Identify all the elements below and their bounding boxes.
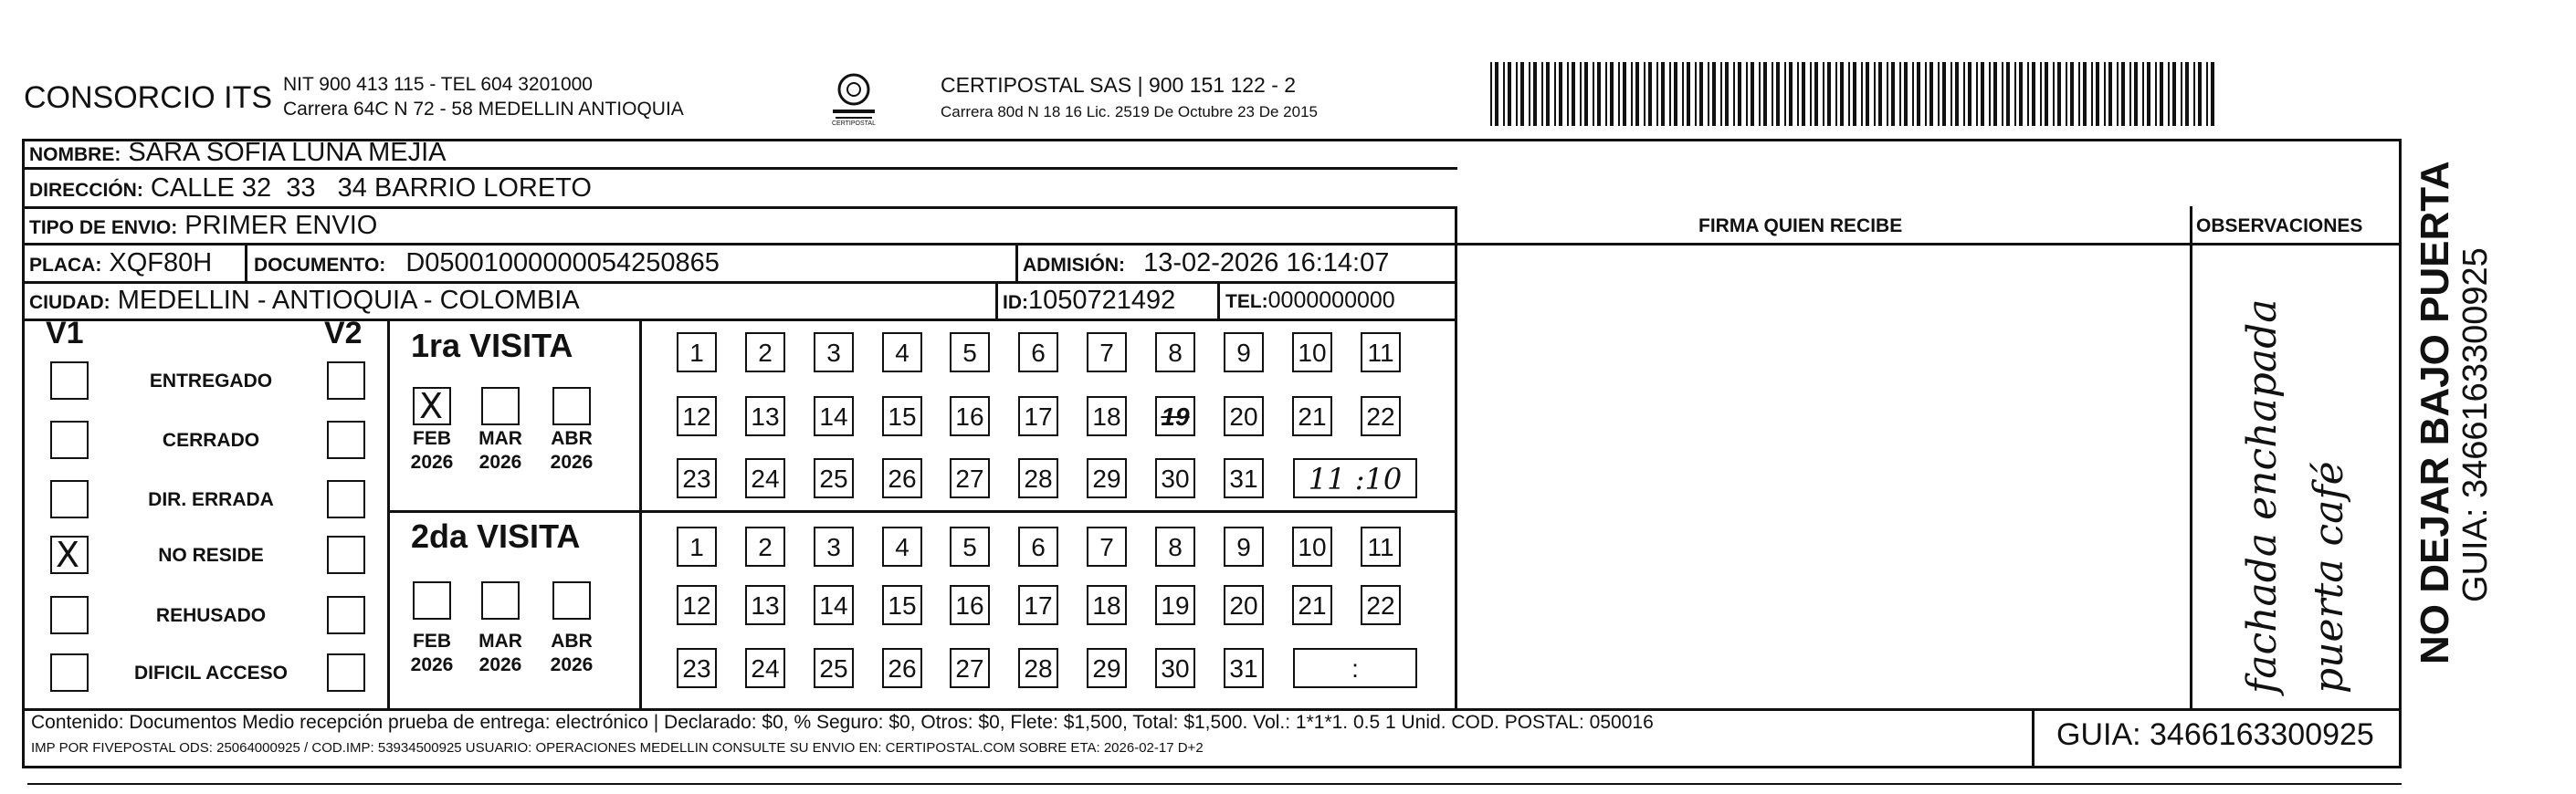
barcode-bar (1759, 62, 1761, 126)
tel-row (1225, 287, 1395, 314)
barcode-bar (2091, 62, 2093, 126)
barcode-bar (1746, 62, 1748, 126)
certipostal-line: CERTIPOSTAL SAS | 900 151 122 - 2 (941, 73, 1297, 97)
month-year: 2026 (550, 654, 594, 675)
day-box[interactable]: 6 (1018, 527, 1058, 567)
barcode-bar (2181, 62, 2182, 126)
barcode-bar (1529, 62, 1530, 126)
day-box[interactable]: 4 (882, 527, 922, 567)
placa-label: PLACA: (29, 255, 102, 276)
barcode-bar (2045, 62, 2048, 126)
documento-label: DOCUMENTO: (254, 255, 386, 276)
barcode-bar (1899, 62, 1901, 126)
barcode-bar (2168, 62, 2170, 126)
waybill-frame (22, 139, 2402, 768)
status-v1-checkbox[interactable] (50, 480, 89, 518)
certipostal-logo-text: CERTIPOSTAL (832, 120, 876, 127)
status-label: DIR. ERRADA (148, 489, 274, 510)
day-box[interactable]: 8 (1155, 332, 1195, 372)
barcode-bar (2155, 62, 2157, 126)
barcode-bar (1516, 62, 1518, 126)
direccion-row (29, 173, 592, 204)
day-box[interactable]: 31 (1224, 648, 1264, 688)
v2-header: V2 (324, 316, 363, 350)
barcode-bar (1887, 62, 1888, 126)
day-box[interactable]: 30 (1155, 648, 1195, 688)
day-box[interactable]: 24 (745, 458, 785, 498)
barcode-bar (1823, 62, 1824, 126)
day-box[interactable]: 4 (882, 332, 922, 372)
tipo-envio-value: PRIMER ENVIO (184, 211, 378, 240)
day-box[interactable]: 12 (677, 585, 717, 625)
barcode-bar (1520, 62, 1524, 126)
firma-header: FIRMA QUIEN RECIBE (1698, 215, 1903, 236)
barcode-bar (1738, 62, 1741, 126)
admision-label: ADMISIÓN: (1023, 255, 1125, 276)
day-box[interactable]: 25 (814, 648, 854, 688)
barcode-bar (1567, 62, 1569, 126)
day-box[interactable]: 1 (677, 527, 717, 567)
day-box[interactable]: 3 (814, 332, 854, 372)
barcode-bar (1989, 62, 1991, 126)
barcode-bar (1554, 62, 1556, 126)
barcode-bar (1976, 62, 1978, 126)
barcode-bar (1802, 62, 1805, 126)
month-year: 2026 (478, 452, 522, 473)
barcode-bar (1572, 62, 1575, 126)
barcode-bar (2142, 62, 2144, 126)
company-nit: NIT 900 413 115 - TEL 604 3201000 (283, 74, 593, 95)
barcode-bar (1784, 62, 1786, 126)
barcode-bar (1733, 62, 1735, 126)
barcode-bar (1751, 62, 1754, 126)
barcode-bar (1605, 62, 1607, 126)
day-box[interactable]: 19 (1155, 585, 1195, 625)
month-checkbox[interactable] (552, 387, 591, 425)
day-box[interactable]: 13 (745, 585, 785, 625)
barcode-bar (2117, 62, 2119, 126)
certipostal-address: Carrera 80d N 18 16 Lic. 2519 De Octubre 23 De 2015 (941, 103, 1318, 120)
barcode (1490, 62, 2221, 126)
barcode-bar (1495, 62, 1498, 126)
barcode-bar (1699, 62, 1703, 126)
barcode-bar (1942, 62, 1946, 126)
day-box[interactable]: 29 (1087, 458, 1127, 498)
admision-row (1023, 248, 1389, 278)
status-v1-checkbox[interactable] (50, 596, 89, 634)
status-v1-checkbox[interactable] (50, 361, 89, 400)
barcode-bar (1814, 62, 1818, 126)
barcode-bar (1508, 62, 1511, 126)
barcode-bar (1763, 62, 1767, 126)
month-year: 2026 (478, 654, 522, 675)
barcode-bar (1635, 62, 1639, 126)
status-v2-checkbox[interactable] (327, 421, 365, 459)
day-box[interactable]: 2 (745, 527, 785, 567)
day-box[interactable]: 3 (814, 527, 854, 567)
day-box[interactable]: 11 (1361, 332, 1401, 372)
month-label: MAR (478, 631, 522, 652)
admision-value: 13-02-2026 16:14:07 (1143, 248, 1390, 277)
day-box[interactable]: 22 (1361, 396, 1401, 436)
day-box[interactable]: 27 (950, 648, 990, 688)
day-box[interactable]: 23 (677, 648, 717, 688)
status-v2-checkbox[interactable] (327, 480, 365, 518)
day-box[interactable]: 30 (1155, 458, 1195, 498)
barcode-bar (1878, 62, 1882, 126)
day-box[interactable]: 17 (1018, 585, 1058, 625)
documento-value: D05001000000054250865 (405, 248, 720, 277)
barcode-bar (2083, 62, 2087, 126)
barcode-bar (1597, 62, 1601, 126)
barcode-bar (2078, 62, 2080, 126)
barcode-bar (2121, 62, 2125, 126)
day-box[interactable]: 8 (1155, 527, 1195, 567)
barcode-bar (1789, 62, 1793, 126)
barcode-bar (2193, 62, 2195, 126)
barcode-bar (1776, 62, 1780, 126)
barcode-bar (2198, 62, 2202, 126)
day-box[interactable]: 20 (1224, 396, 1264, 436)
day-box[interactable]: 29 (1087, 648, 1127, 688)
observaciones-handwriting-2: puerta café (2306, 461, 2352, 694)
day-box[interactable]: 26 (882, 458, 922, 498)
footer-imp: IMP POR FIVEPOSTAL ODS: 25064000925 / COD.IMP: 53934500925 USUARIO: OPERACIONES MEDELLIN CONSULTE SU ENVIO EN: CERTIPOSTAL.COM SOBRE ETA: 2026-02-17 D+2 (31, 740, 1204, 756)
day-box[interactable]: 12 (677, 396, 717, 436)
day-box[interactable]: 16 (950, 396, 990, 436)
tipo-envio-row (29, 211, 377, 241)
day-box[interactable]: 1 (677, 332, 717, 372)
month-checkbox[interactable] (413, 581, 451, 620)
status-label: REHUSADO (155, 605, 267, 626)
id-row (1003, 286, 1175, 316)
day-box[interactable]: 10 (1292, 527, 1332, 567)
barcode-bar (1968, 62, 1971, 126)
day-box[interactable]: 20 (1224, 585, 1264, 625)
barcode-bar (1929, 62, 1933, 126)
barcode-bar (1861, 62, 1863, 126)
visit2-title: 2da VISITA (411, 517, 581, 555)
day-box[interactable]: 18 (1087, 585, 1127, 625)
nombre-row (29, 138, 447, 168)
barcode-bar (1725, 62, 1729, 126)
barcode-bar (2002, 62, 2003, 126)
status-v1-mark: X (56, 535, 80, 575)
barcode-bar (1610, 62, 1614, 126)
barcode-bar (2066, 62, 2067, 126)
barcode-bar (1674, 62, 1677, 126)
footer-content: Contenido: Documentos Medio recepción prueba de entrega: electrónico | Declarado: $0, % Seguro: $0, Otros: $0, Flete: $1,500, Total: $1,500. Vol.: 1*1*1. 0.5 1 Unid. COD. POSTAL: 050016 (31, 712, 1654, 733)
ciudad-row (29, 286, 580, 316)
direccion-value: CALLE 32 33 34 BARRIO LORETO (150, 173, 592, 203)
barcode-bar (1840, 62, 1844, 126)
barcode-bar (1853, 62, 1856, 126)
day-box[interactable]: 25 (814, 458, 854, 498)
day-box[interactable]: 5 (950, 332, 990, 372)
barcode-bar (1904, 62, 1908, 126)
barcode-bar (1623, 62, 1626, 126)
barcode-bar (1772, 62, 1773, 126)
barcode-bar (1938, 62, 1940, 126)
day-box[interactable]: 15 (882, 396, 922, 436)
tel-value: 0000000000 (1267, 287, 1395, 313)
barcode-bar (1827, 62, 1831, 126)
placa-value: XQF80H (109, 248, 213, 277)
day-box[interactable]: 13 (745, 396, 785, 436)
barcode-bar (1661, 62, 1665, 126)
barcode-bar (2108, 62, 2112, 126)
barcode-bar (1712, 62, 1716, 126)
time-box[interactable]: 11 :10 (1293, 458, 1417, 498)
day-box[interactable]: 24 (745, 648, 785, 688)
barcode-bar (2057, 62, 2061, 126)
barcode-bar (1810, 62, 1812, 126)
barcode-bar (1580, 62, 1582, 126)
status-v1-checkbox[interactable] (50, 536, 89, 574)
day-box[interactable]: 10 (1292, 332, 1332, 372)
barcode-bar (1963, 62, 1965, 126)
day-box[interactable]: 6 (1018, 332, 1058, 372)
day-box[interactable]: 21 (1292, 396, 1332, 436)
barcode-bar (1687, 62, 1690, 126)
barcode-bar (1559, 62, 1562, 126)
month-mark: X (419, 386, 444, 426)
barcode-bar (1656, 62, 1658, 126)
barcode-bar (2185, 62, 2189, 126)
barcode-bar (1618, 62, 1620, 126)
observaciones-header: OBSERVACIONES (2196, 215, 2363, 236)
time-box[interactable]: : (1293, 648, 1417, 688)
barcode-bar (2006, 62, 2010, 126)
status-label: DIFICIL ACCESO (133, 663, 288, 684)
day-box[interactable]: 17 (1018, 396, 1058, 436)
barcode-bar (2211, 62, 2214, 126)
barcode-bar (1925, 62, 1927, 126)
barcode-bar (1891, 62, 1895, 126)
barcode-bar (1541, 62, 1543, 126)
ciudad-label: CIUDAD: (29, 292, 110, 313)
barcode-bar (1720, 62, 1722, 126)
barcode-bar (1490, 62, 1492, 126)
barcode-bar (2147, 62, 2150, 126)
barcode-bar (2027, 62, 2029, 126)
barcode-bar (1631, 62, 1633, 126)
barcode-bar (1644, 62, 1645, 126)
barcode-bar (2014, 62, 2016, 126)
ciudad-value: MEDELLIN - ANTIOQUIA - COLOMBIA (117, 286, 580, 315)
day-box[interactable]: 2 (745, 332, 785, 372)
barcode-bar (1993, 62, 1997, 126)
barcode-bar (1584, 62, 1588, 126)
tel-label: TEL: (1225, 291, 1268, 312)
day-box[interactable]: 14 (814, 396, 854, 436)
barcode-bar (2134, 62, 2138, 126)
barcode-bar (1682, 62, 1684, 126)
barcode-bar (1835, 62, 1837, 126)
observaciones-handwriting-1: fachada enchapada (2239, 298, 2286, 694)
month-year: 2026 (550, 452, 594, 473)
day-box[interactable]: 11 (1361, 527, 1401, 567)
month-checkbox[interactable] (552, 581, 591, 620)
barcode-bar (2070, 62, 2074, 126)
barcode-bar (2172, 62, 2176, 126)
day-box[interactable]: 16 (950, 585, 990, 625)
month-checkbox[interactable] (481, 387, 520, 425)
barcode-bar (1848, 62, 1850, 126)
status-v1-checkbox[interactable] (50, 653, 89, 692)
barcode-bar (1981, 62, 1984, 126)
barcode-bar (1546, 62, 1550, 126)
barcode-bar (2104, 62, 2106, 126)
barcode-bar (1503, 62, 1505, 126)
status-label: NO RESIDE (158, 545, 264, 566)
status-v2-checkbox[interactable] (327, 653, 365, 692)
month-label: ABR (551, 631, 593, 652)
day-box[interactable]: 22 (1361, 585, 1401, 625)
day-box[interactable]: 18 (1087, 396, 1127, 436)
barcode-bar (1950, 62, 1952, 126)
day-box[interactable]: 7 (1087, 332, 1127, 372)
barcode-bar (1917, 62, 1920, 126)
month-year: 2026 (410, 452, 454, 473)
barcode-bar (1708, 62, 1709, 126)
barcode-bar (2129, 62, 2131, 126)
day-box[interactable]: 21 (1292, 585, 1332, 625)
month-label: FEB (413, 631, 451, 652)
barcode-bar (2160, 62, 2163, 126)
status-v2-checkbox[interactable] (327, 361, 365, 400)
barcode-bar (1955, 62, 1959, 126)
barcode-bar (1866, 62, 1869, 126)
status-label: CERRADO (162, 430, 260, 451)
footer-guia: GUIA: 3466163300925 (2056, 717, 2374, 752)
status-label: ENTREGADO (149, 371, 273, 392)
month-label: FEB (413, 428, 451, 449)
day-box[interactable]: 27 (950, 458, 990, 498)
status-v2-checkbox[interactable] (327, 536, 365, 574)
day-box[interactable]: 15 (882, 585, 922, 625)
barcode-bar (1533, 62, 1537, 126)
month-checkbox[interactable] (481, 581, 520, 620)
day-box[interactable]: 7 (1087, 527, 1127, 567)
day-box[interactable]: 26 (882, 648, 922, 688)
month-label: MAR (478, 428, 522, 449)
day-box[interactable]: 23 (677, 458, 717, 498)
barcode-bar (1669, 62, 1671, 126)
side-guia: GUIA: 3466163300925 (2456, 247, 2495, 602)
day-box[interactable]: 9 (1224, 332, 1264, 372)
day-box[interactable]: 28 (1018, 458, 1058, 498)
month-year: 2026 (410, 654, 454, 675)
day-box[interactable]: 28 (1018, 648, 1058, 688)
barcode-bar (1797, 62, 1799, 126)
day-box[interactable]: 19 (1155, 396, 1195, 436)
direccion-label: DIRECCIÓN: (29, 180, 143, 201)
visit1-title: 1ra VISITA (411, 327, 573, 364)
status-v1-checkbox[interactable] (50, 421, 89, 459)
company-name: CONSORCIO ITS (24, 80, 273, 115)
day-box[interactable]: 14 (814, 585, 854, 625)
nombre-value: SARA SOFIA LUNA MEJIA (128, 138, 447, 167)
day-box[interactable]: 5 (950, 527, 990, 567)
v1-header: V1 (46, 316, 84, 350)
barcode-bar (2096, 62, 2099, 126)
month-label: ABR (551, 428, 593, 449)
barcode-bar (2040, 62, 2042, 126)
barcode-bar (1695, 62, 1697, 126)
documento-row (254, 248, 720, 278)
barcode-bar (1912, 62, 1914, 126)
barcode-bar (2019, 62, 2023, 126)
barcode-bar (1593, 62, 1594, 126)
barcode-bar (2206, 62, 2208, 126)
status-v2-checkbox[interactable] (327, 596, 365, 634)
nombre-label: NOMBRE: (29, 144, 121, 165)
id-label: ID: (1003, 292, 1028, 313)
id-value: 1050721492 (1028, 286, 1176, 315)
barcode-bar (1648, 62, 1652, 126)
side-warning: NO DEJAR BAJO PUERTA (2413, 161, 2457, 664)
barcode-bar (1874, 62, 1876, 126)
barcode-bar (2053, 62, 2055, 126)
day-box[interactable]: 31 (1224, 458, 1264, 498)
company-address: Carrera 64C N 72 - 58 MEDELLIN ANTIOQUIA (283, 99, 684, 120)
day-box[interactable]: 9 (1224, 527, 1264, 567)
barcode-bar (2032, 62, 2035, 126)
month-checkbox[interactable] (413, 387, 451, 425)
tipo-envio-label: TIPO DE ENVIO: (29, 217, 178, 238)
placa-row (29, 248, 212, 278)
